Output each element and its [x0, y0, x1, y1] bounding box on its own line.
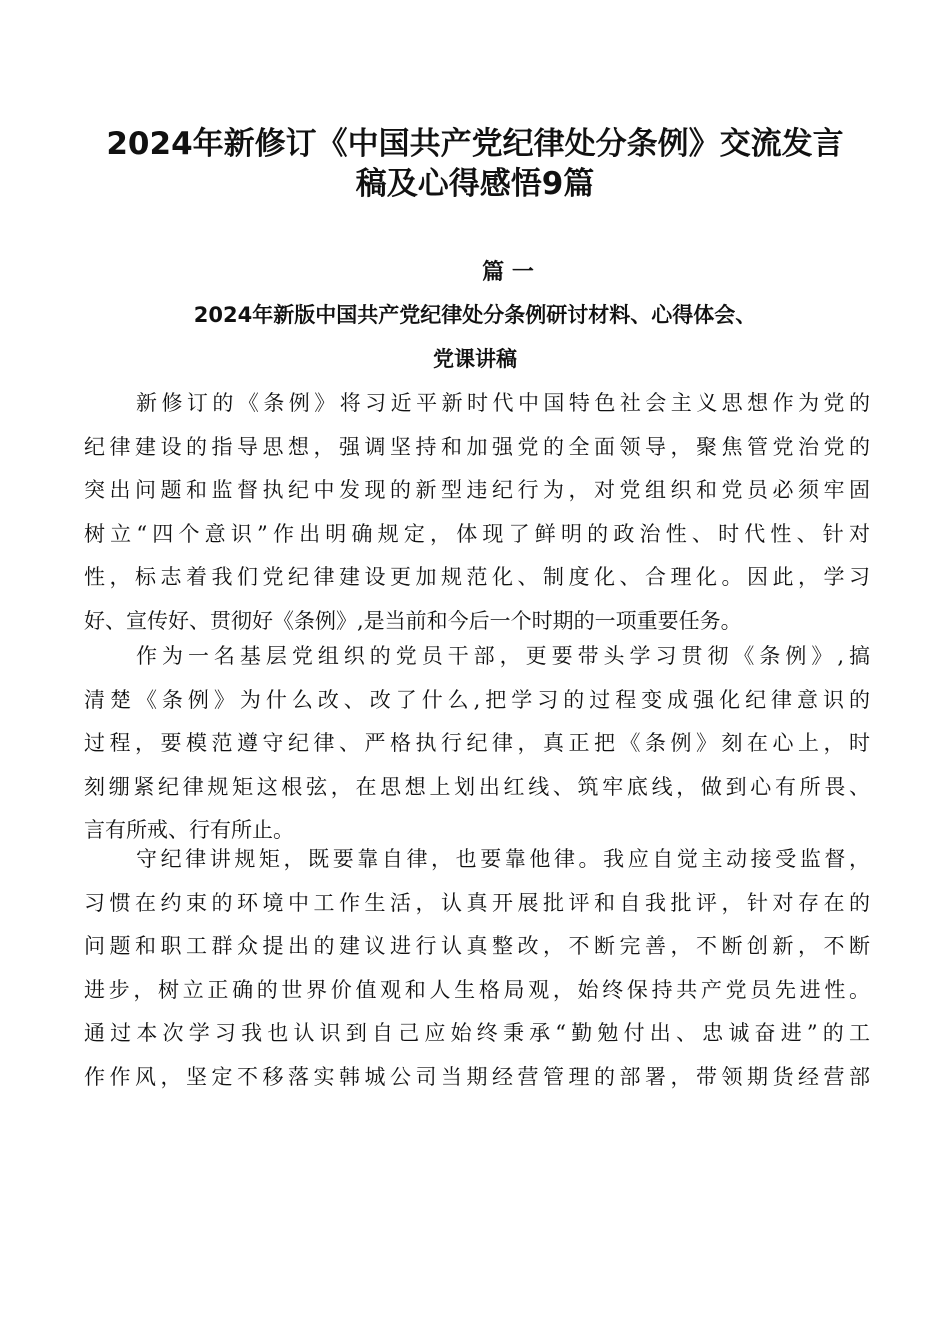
paragraph-line: 问题和职工群众提出的建议进行认真整改，不断完善，不断创新，不断	[84, 934, 870, 958]
paragraph-line: 进步，树立正确的世界价值观和人生格局观，始终保持共产党员先进性。	[84, 977, 870, 1002]
paragraph-line: 守纪律讲规矩，既要靠自律，也要靠他律。我应自觉主动接受监督，	[136, 847, 870, 871]
paragraph-line: 通过本次学习我也认识到自己应始终秉承“勤勉付出、忠诚奋进”的工	[84, 1021, 870, 1045]
paragraph-line: 树立“四个意识”作出明确规定，体现了鲜明的政治性、时代性、针对	[84, 521, 870, 546]
paragraph-line: 作作风，坚定不移落实韩城公司当期经营管理的部署，带领期货经营部	[84, 1064, 870, 1089]
paragraph-line: 好、宣传好、贯彻好《条例》,是当前和今后一个时期的一项重要任务。	[84, 608, 742, 633]
paragraph-2	[84, 635, 870, 853]
section-subtitle	[60, 293, 890, 381]
paragraph-line: 清楚《条例》为什么改、改了什么,把学习的过程变成强化纪律意识的	[84, 687, 870, 712]
paragraph-line: 过程，要模范遵守纪律、严格执行纪律，真正把《条例》刻在心上，时	[84, 731, 870, 755]
section-heading: 篇 一	[482, 260, 534, 285]
paragraph-line: 习惯在约束的环境中工作生活，认真开展批评和自我批评，针对存在的	[84, 890, 870, 915]
paragraph-line: 作为一名基层党组织的党员干部，更要带头学习贯彻《条例》,搞	[136, 644, 870, 668]
paragraph-line: 性，标志着我们党纪律建设更加规范化、制度化、合理化。因此，学习	[84, 565, 870, 589]
paragraph-line: 刻绷紧纪律规矩这根弦，在思想上划出红线、筑牢底线，做到心有所畏、	[84, 774, 870, 799]
paragraph-line: 新修订的《条例》将习近平新时代中国特色社会主义思想作为党的	[136, 391, 870, 415]
section-subtitle-line: 2024年新版中国共产党纪律处分条例研讨材料、心得体会、	[193, 303, 757, 327]
document-title	[60, 124, 890, 204]
document-title-line: 稿及心得感悟9篇	[355, 166, 595, 202]
document-title-line: 2024年新修订《中国共产党纪律处分条例》交流发言	[106, 126, 844, 162]
paragraph-line: 纪律建设的指导思想，强调坚持和加强党的全面领导，聚焦管党治党的	[84, 434, 870, 459]
paragraph-1	[84, 382, 870, 643]
paragraph-line: 突出问题和监督执纪中发现的新型违纪行为，对党组织和党员必须牢固	[84, 478, 870, 502]
paragraph-line: 言有所戒、行有所止。	[84, 818, 294, 842]
paragraph-3	[84, 838, 870, 1099]
section-subtitle-line: 党课讲稿	[433, 347, 517, 371]
